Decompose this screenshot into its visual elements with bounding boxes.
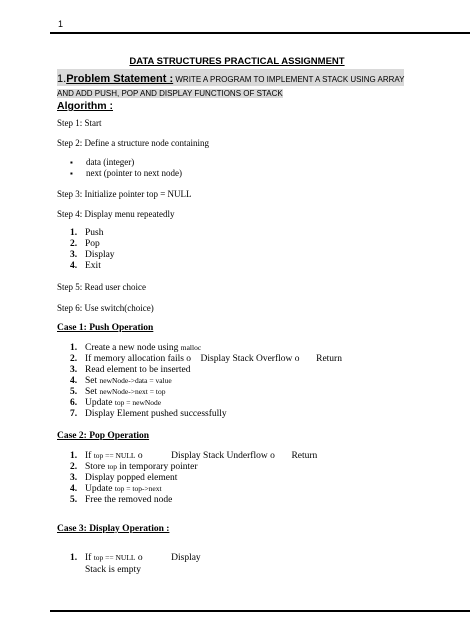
- problem-label: Problem Statement :: [66, 73, 174, 85]
- list-item: 4. Set newNode->data = value: [70, 376, 172, 386]
- bullet-item: ▪ data (integer): [70, 157, 135, 167]
- list-item: 6. Update top = newNode: [70, 398, 162, 408]
- step-2: Step 2: Define a structure node containing: [57, 138, 209, 148]
- list-item: 7. Display Element pushed successfully: [70, 409, 227, 419]
- step-6: Step 6: Use switch(choice): [57, 303, 154, 313]
- step-1: Step 1: Start: [57, 118, 102, 128]
- list-item: 3. Display: [70, 250, 115, 260]
- list-item: 1. If top == NULL o Display: [70, 553, 201, 563]
- page-number: 1: [58, 19, 64, 29]
- step-4: Step 4: Display menu repeatedly: [57, 209, 175, 219]
- list-item: 3. Read element to be inserted: [70, 365, 191, 375]
- list-item: 2. Pop: [70, 239, 100, 249]
- list-item: 1. Push: [70, 228, 104, 238]
- list-item: 5. Free the removed node: [70, 495, 173, 505]
- step-5: Step 5: Read user choice: [57, 282, 146, 292]
- list-item-continuation: Stack is empty: [85, 565, 141, 575]
- list-item: 5. Set newNode->next = top: [70, 387, 166, 397]
- step-3: Step 3: Initialize pointer top = NULL: [57, 189, 192, 199]
- problem-text-line2: AND ADD PUSH, POP AND DISPLAY FUNCTIONS OF STACK: [57, 89, 283, 98]
- list-item: 1. Create a new node using malloc: [70, 343, 202, 353]
- document-title: DATA STRUCTURES PRACTICAL ASSIGNMENT: [129, 56, 345, 67]
- header-rule: [50, 32, 470, 34]
- problem-number: 1.: [57, 73, 67, 85]
- list-item: 1. If top == NULL o Display Stack Underflow o Return: [70, 451, 318, 461]
- bullet-icon: ▪: [70, 169, 73, 178]
- list-item: 3. Display popped element: [70, 473, 178, 483]
- case3-heading: Case 3: Display Operation :: [57, 524, 170, 534]
- bullet-item: ▪ next (pointer to next node): [70, 168, 182, 178]
- list-item: 2. If memory allocation fails o Display Stack Overflow o Return: [70, 354, 342, 364]
- bullet-icon: ▪: [70, 158, 73, 167]
- algorithm-heading: Algorithm :: [57, 100, 113, 112]
- list-item: 4. Exit: [70, 261, 101, 271]
- list-item: 4. Update top = top->next: [70, 484, 162, 494]
- list-item: 2. Store top in temporary pointer: [70, 462, 198, 472]
- footer-rule: [50, 610, 470, 612]
- problem-statement: [57, 72, 409, 100]
- problem-text-line1: WRITE A PROGRAM TO IMPLEMENT A STACK USING ARRAY: [173, 75, 405, 84]
- case2-heading: Case 2: Pop Operation: [57, 431, 150, 441]
- case1-heading: Case 1: Push Operation: [57, 323, 154, 333]
